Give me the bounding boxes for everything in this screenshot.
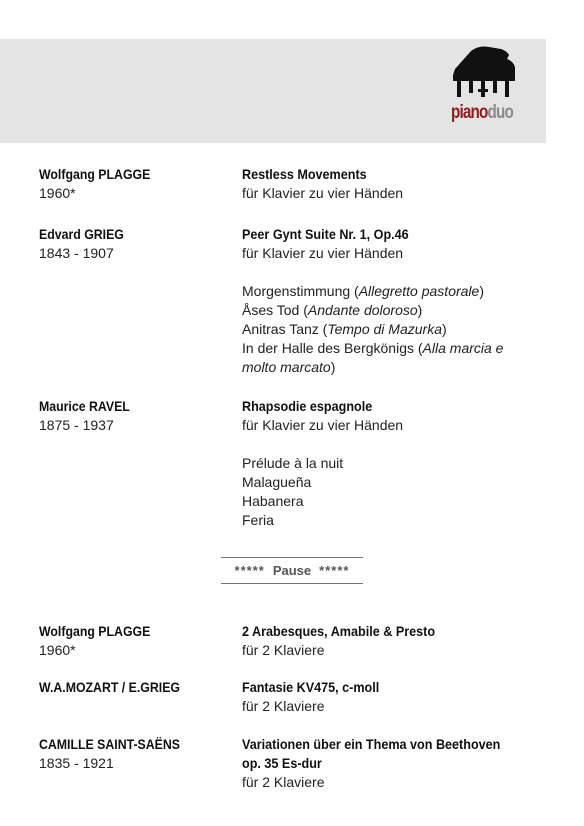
- movement: In der Halle des Bergkönigs (Alla marcia e: [242, 340, 504, 356]
- work-title: Peer Gynt Suite Nr. 1, Op.46: [242, 226, 409, 242]
- composer-entry: [39, 678, 199, 697]
- pianoduo-logo: [447, 45, 525, 135]
- composer-name: Edvard GRIEG: [39, 226, 124, 242]
- movement: Prélude à la nuit: [242, 455, 344, 471]
- work-entry: [242, 678, 542, 716]
- composer-dates: 1960*: [39, 642, 76, 658]
- logo-text: pianoduo: [451, 102, 513, 123]
- movement: molto marcato): [242, 359, 336, 375]
- composer-dates: 1960*: [39, 185, 76, 201]
- composer-name: CAMILLE SAINT-SAËNS: [39, 736, 181, 752]
- movement: Feria: [242, 512, 274, 528]
- work-title: Fantasie KV475, c-moll: [242, 679, 380, 695]
- work-title: Restless Movements: [242, 166, 367, 182]
- composer-entry: [39, 622, 166, 660]
- work-title: 2 Arabesques, Amabile & Presto: [242, 623, 436, 639]
- work-entry: [242, 225, 542, 377]
- movement: Anitras Tanz (Tempo di Mazurka): [242, 321, 447, 337]
- pause-label: Pause: [272, 563, 312, 578]
- composer-entry: [39, 397, 142, 435]
- composer-entry: [39, 165, 166, 203]
- work-title: Rhapsodie espagnole: [242, 398, 373, 414]
- composer-dates: 1843 - 1907: [39, 245, 114, 261]
- work-title-line2: op. 35 Es-dur: [242, 755, 322, 771]
- composer-dates: 1875 - 1937: [39, 417, 114, 433]
- movement: Malagueña: [242, 474, 312, 490]
- work-entry: [242, 397, 542, 530]
- work-subtitle: für 2 Klaviere: [242, 698, 325, 714]
- movement: Morgenstimmung (Allegretto pastorale): [242, 283, 485, 299]
- work-title: Variationen über ein Thema von Beethoven: [242, 736, 501, 752]
- work-subtitle: für Klavier zu vier Händen: [242, 185, 404, 201]
- composer-name: Maurice RAVEL: [39, 398, 130, 414]
- movement: Habanera: [242, 493, 304, 509]
- work-subtitle: für Klavier zu vier Händen: [242, 245, 404, 261]
- composer-entry: [39, 225, 135, 263]
- intermission-divider: ***** Pause *****: [221, 557, 363, 584]
- work-subtitle: für Klavier zu vier Händen: [242, 417, 404, 433]
- work-subtitle: für 2 Klaviere: [242, 774, 325, 790]
- work-entry: [242, 165, 542, 203]
- composer-dates: 1835 - 1921: [39, 755, 114, 771]
- grand-piano-icon: [449, 45, 521, 101]
- composer-name: W.A.MOZART / E.GRIEG: [39, 679, 181, 695]
- composer-name: Wolfgang PLAGGE: [39, 623, 151, 639]
- work-entry: [242, 735, 542, 792]
- work-subtitle: für 2 Klaviere: [242, 642, 325, 658]
- composer-entry: [39, 735, 199, 773]
- work-entry: [242, 622, 542, 660]
- movement: Åses Tod (Andante doloroso): [242, 302, 423, 318]
- composer-name: Wolfgang PLAGGE: [39, 166, 151, 182]
